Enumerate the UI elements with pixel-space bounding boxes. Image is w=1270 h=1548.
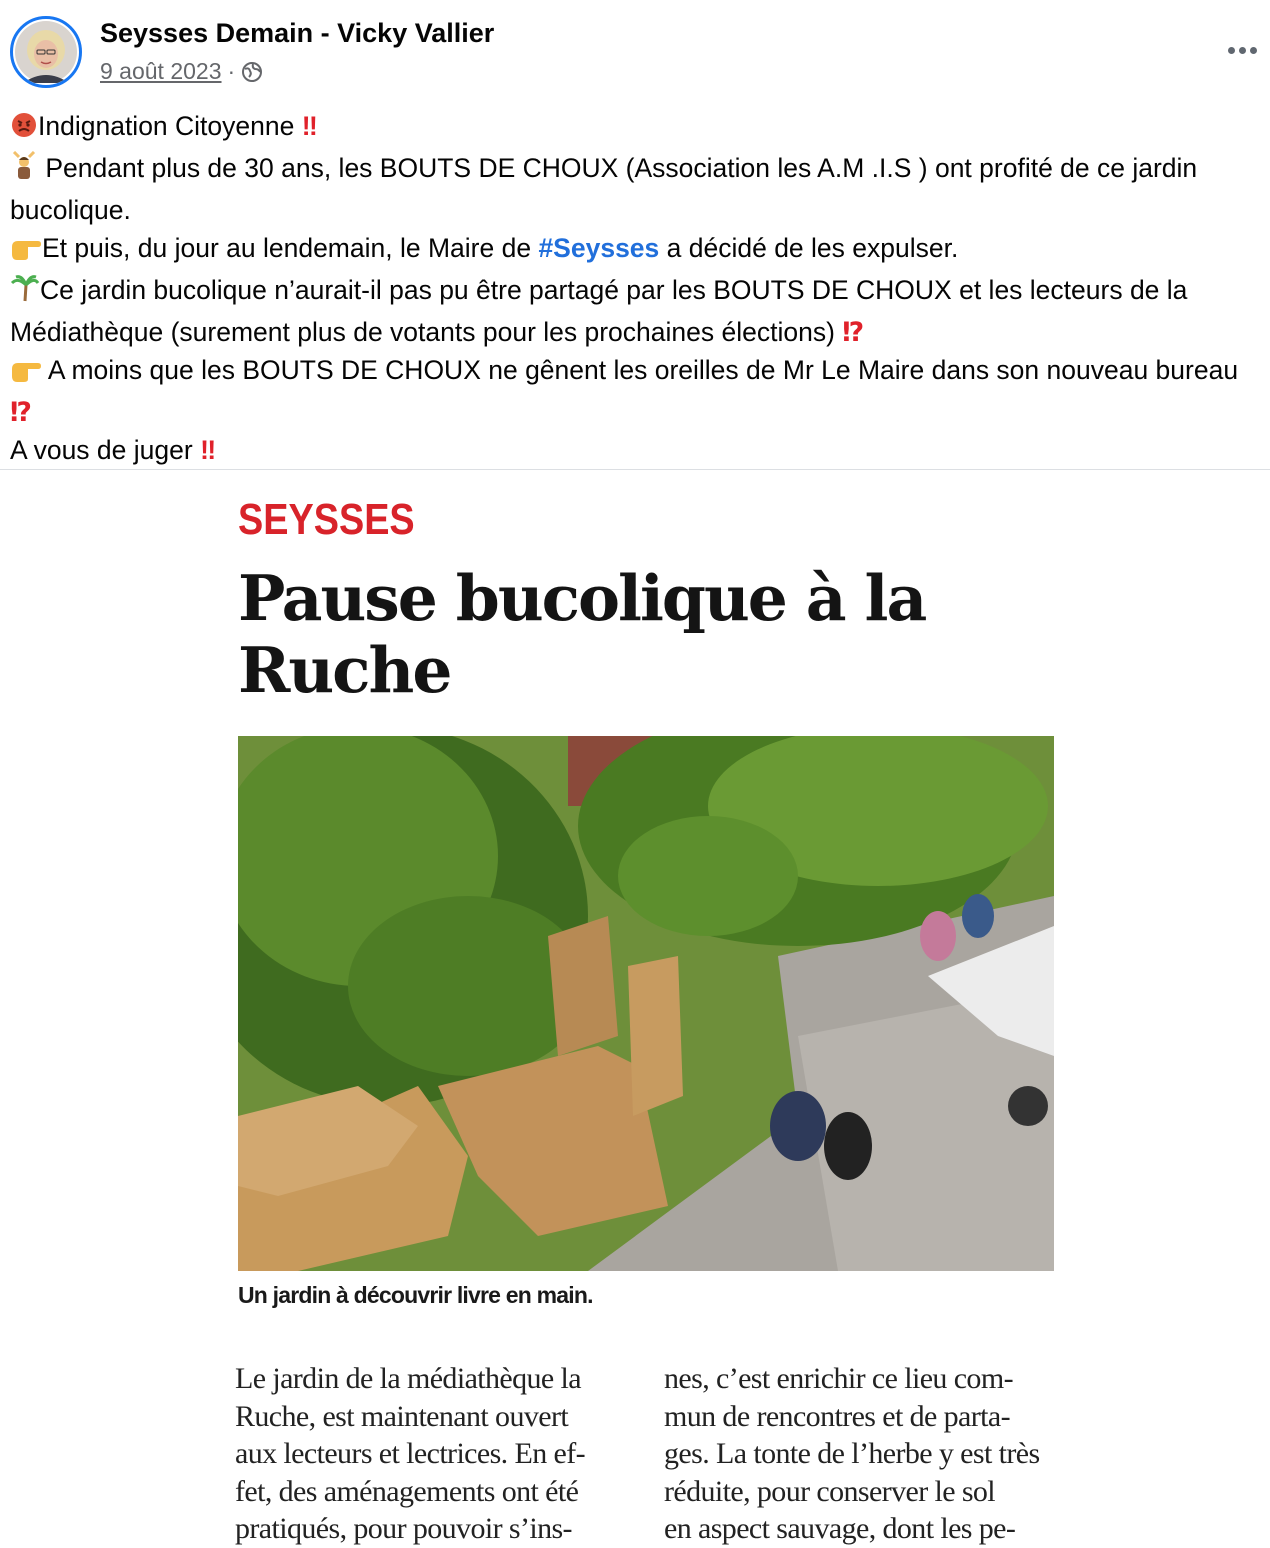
interrobang-icon: ⁉ [10,397,29,427]
meta-separator: · [227,58,236,84]
person-raising-hands-icon [10,151,38,191]
double-exclamation-icon: ‼ [301,111,315,141]
double-exclamation-icon: ‼ [200,435,214,465]
more-options-icon[interactable] [1226,38,1260,62]
post-line-5: A moins que les BOUTS DE CHOUX ne gênent les oreilles de Mr Le Maire dans son nouveau bureau ⁉ [10,355,1239,427]
angry-face-icon [10,111,38,149]
article-column-1: Le jardin de la médiathèque la Ruche, est maintenant ouvert aux lecteurs et lectrices. En ef- fet, des aménagements ont été pratiqués, pour pouvoir s’ins- [235,1362,586,1545]
post-line-3: Et puis, du jour au lendemain, le Maire de #Seysses a décidé de les expulser. [10,229,1260,271]
article-kicker: SEYSSES [238,495,415,544]
post-header [0,0,1270,100]
globe-icon [241,61,263,89]
post-message [10,107,1260,469]
pointing-right-icon [10,233,42,271]
avatar-photo [15,21,77,83]
post-line-2: Pendant plus de 30 ans, les BOUTS DE CHOUX (Association les A.M .I.S ) ont profité de ce jardin bucolique. [10,153,1198,225]
article-column-2: nes, c’est enrichir ce lieu com- mun de rencontres et de parta- ges. La tonte de l’herbe y est très réduite, pour conserver le sol en aspect sauvage, dont les pe- [664,1362,1040,1545]
hashtag-link[interactable]: #Seysses [538,233,660,263]
post-line-4: Ce jardin bucolique n’aurait-il pas pu être partagé par les BOUTS DE CHOUX et les lecteurs de la Médiathèque (surement plus de votants pour les prochaines élections) ⁉ [10,275,1188,347]
post-date-link[interactable]: 9 août 2023 [100,58,222,84]
interrobang-icon: ⁉ [842,317,862,347]
palm-tree-icon [10,273,40,313]
post-line-6: A vous de juger ‼ [10,435,214,465]
article-image[interactable] [0,470,1270,1546]
avatar[interactable] [10,16,82,88]
post-meta [100,58,263,89]
pointing-right-icon [10,355,42,393]
author-name[interactable]: Seysses Demain - Vicky Vallier [100,18,495,48]
post-line-1: Indignation Citoyenne ‼ [10,107,1260,149]
garden-photo [238,736,1054,1271]
article-headline: Pause bucolique à la Ruche [238,561,926,707]
photo-caption: Un jardin à découvrir livre en main. [238,1282,593,1308]
